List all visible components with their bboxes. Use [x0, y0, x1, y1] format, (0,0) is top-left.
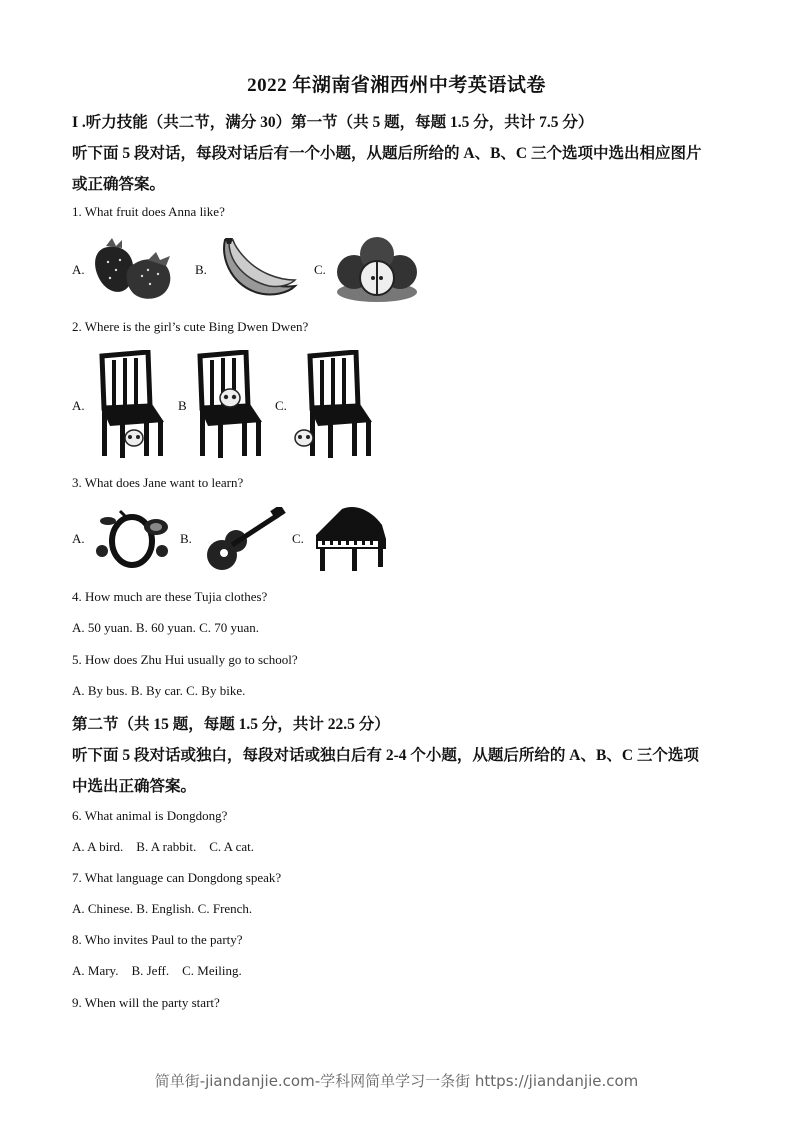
question-8: 8. Who invites Paul to the party?	[72, 932, 243, 947]
bananas-icon	[215, 236, 299, 302]
page-footer-watermark: 简单街-jiandanjie.com-学科网简单学习一条街 https://jiandanjie.com	[154, 1072, 639, 1090]
question-6: 6. What animal is Dongdong?	[72, 808, 228, 823]
guitar-icon	[202, 507, 286, 571]
question-4: 4. How much are these Tujia clothes?	[72, 589, 268, 604]
question-7-answers: A. Chinese. B. English. C. French.	[72, 901, 253, 916]
question-1-options	[72, 232, 732, 307]
option-a-label: A.	[72, 262, 85, 277]
question-4-answers: A. 50 yuan. B. 60 yuan. C. 70 yuan.	[72, 620, 260, 635]
strawberries-icon	[90, 236, 182, 302]
question-9: 9. When will the party start?	[72, 995, 220, 1010]
option-b-label: B.	[180, 531, 192, 546]
option-b-label: B	[178, 398, 187, 413]
part2-instruction: 听下面 5 段对话或独白，每段对话或独白后有 2-4 个小题，从题后所给的 A、B、C 三个选项	[72, 747, 699, 764]
question-2-options	[72, 348, 732, 463]
question-2: 2. Where is the girl’s cute Bing Dwen Dwen?	[72, 319, 309, 334]
chair-toy-on-icon	[194, 350, 266, 460]
question-5-answers: A. By bus. B. By car. C. By bike.	[72, 683, 246, 698]
option-a-label: A.	[72, 398, 85, 413]
question-5: 5. How does Zhu Hui usually go to school?	[72, 652, 298, 667]
page-title: 2022 年湖南省湘西州中考英语试卷	[247, 75, 546, 96]
part2-instruction-cont: 中选出正确答案。	[72, 778, 197, 795]
option-a-label: A.	[72, 531, 85, 546]
apples-icon	[334, 232, 420, 304]
question-3-options	[72, 503, 732, 575]
option-c-label: C.	[292, 531, 304, 546]
drum-icon	[94, 507, 172, 571]
option-b-label: B.	[195, 262, 207, 277]
piano-icon	[312, 505, 390, 573]
question-1: 1. What fruit does Anna like?	[72, 204, 225, 219]
question-3: 3. What does Jane want to learn?	[72, 475, 244, 490]
part1-instruction: 听下面 5 段对话，每段对话后有一个小题，从题后所给的 A、B、C 三个选项中选出相应图片	[72, 145, 702, 162]
question-7: 7. What language can Dongdong speak?	[72, 870, 282, 885]
part1-header: I .听力技能（共二节，满分 30）第一节（共 5 题，每题 1.5 分，共计 7.5 分）	[72, 114, 594, 131]
chair-toy-under-icon	[96, 350, 168, 460]
chair-toy-beside-icon	[294, 350, 374, 460]
question-6-answers: A. A bird. B. A rabbit. C. A cat.	[72, 839, 255, 854]
part1-instruction-cont: 或正确答案。	[72, 176, 166, 193]
option-c-label: C.	[314, 262, 326, 277]
question-8-answers: A. Mary. B. Jeff. C. Meiling.	[72, 963, 242, 978]
option-c-label: C.	[275, 398, 287, 413]
part2-header: 第二节（共 15 题，每题 1.5 分，共计 22.5 分）	[72, 716, 390, 733]
